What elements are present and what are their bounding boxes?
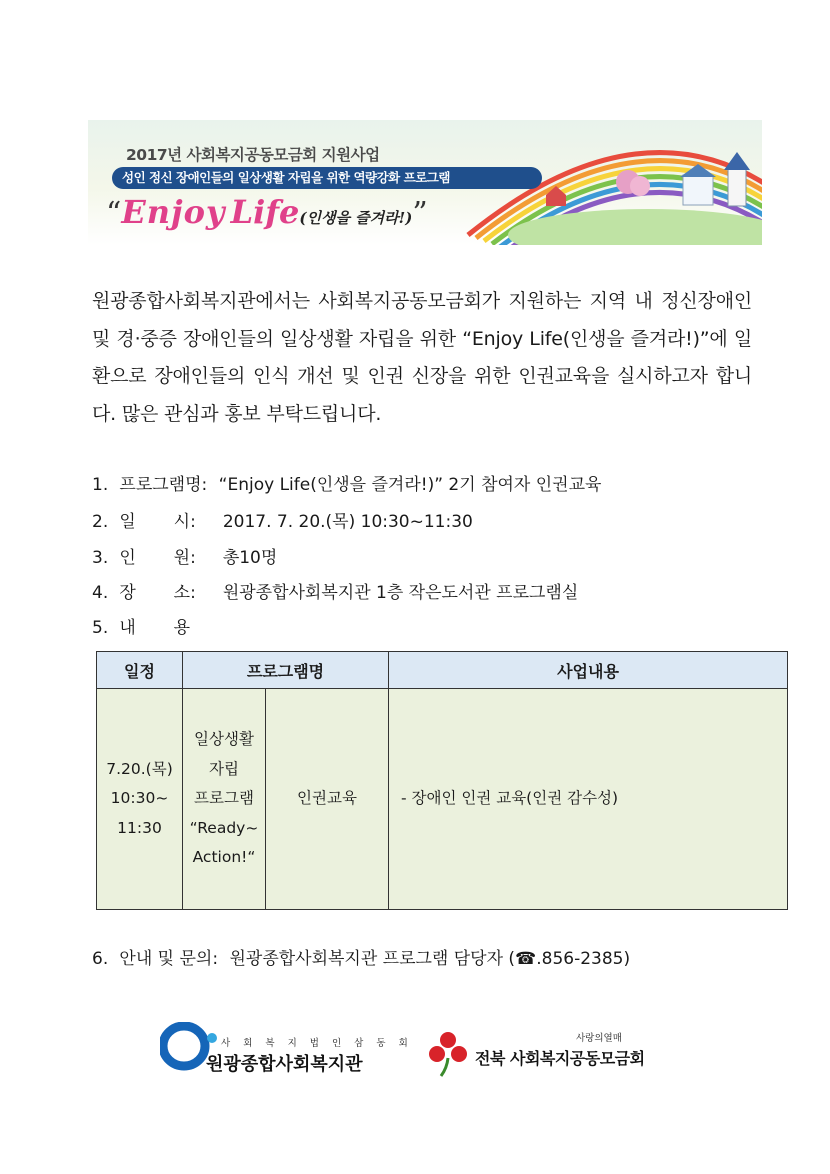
program-line: 일상생활 <box>194 730 254 749</box>
love-fruit-icon <box>425 1030 471 1080</box>
item-value: 원광종합사회복지관 프로그램 담당자 (☎.856-2385) <box>229 949 631 969</box>
item-contact <box>92 944 630 969</box>
item-label: 인 원: <box>119 548 196 568</box>
date-line: 10:30~ <box>110 789 169 808</box>
date-line: 11:30 <box>117 818 162 837</box>
cell-program <box>183 689 266 910</box>
item-value: 원광종합사회복지관 1층 작은도서관 프로그램실 <box>222 583 579 603</box>
org1-name: 원광종합사회복지관 <box>206 1054 363 1075</box>
program-line: 자립 <box>209 759 239 778</box>
community-chest-logo <box>425 1030 675 1080</box>
wonkwang-welfare-center-logo <box>160 1022 413 1075</box>
header-project-content: 사업내용 <box>389 652 788 689</box>
item-location <box>92 578 578 603</box>
date-line: 7.20.(목) <box>106 759 173 778</box>
program-line: 프로그램 <box>194 789 254 808</box>
banner-year-line: 2017년 사회복지공동모금회 지원사업 <box>126 146 380 164</box>
item-program-name <box>92 470 601 495</box>
item-label: 내 용 <box>119 618 191 638</box>
item-number: 1. <box>92 475 109 495</box>
item-datetime <box>92 507 473 532</box>
schedule-table <box>96 651 788 910</box>
item-value: “Enjoy Life(인생을 즐겨라!)” 2기 참여자 인권교육 <box>218 475 602 495</box>
enjoy-word: Enjoy <box>121 193 226 231</box>
item-participants <box>92 543 277 568</box>
item-label: 안내 및 문의: <box>119 949 219 969</box>
org1-small-text: 사 회 복 지 법 인 삼 동 회 <box>221 1038 413 1049</box>
program-line: “Ready~ <box>189 818 259 837</box>
banner-subtitle: 성인 정신 장애인들의 일상생활 자립을 위한 역량강화 프로그램 <box>112 167 542 189</box>
cell-content: - 장애인 인권 교육(인권 감수성) <box>389 689 788 910</box>
item-number: 6. <box>92 949 109 969</box>
enjoy-subtitle: (인생을 즐겨라!) <box>299 209 413 227</box>
program-line: Action!“ <box>192 848 256 867</box>
item-label: 일 시: <box>119 512 196 532</box>
item-number: 3. <box>92 548 109 568</box>
item-number: 5. <box>92 618 109 638</box>
table-row <box>97 689 788 910</box>
header-program-name: 프로그램명 <box>183 652 389 689</box>
close-quote: ” <box>412 196 428 231</box>
life-word: Life <box>230 193 300 231</box>
org2-slogan: 사랑의열매 <box>576 1033 622 1044</box>
program-banner <box>88 120 762 245</box>
open-quote: “ <box>106 196 122 231</box>
org2-name: 전북 사회복지공동모금회 <box>475 1049 645 1068</box>
table-header-row <box>97 652 788 689</box>
header-schedule: 일정 <box>97 652 183 689</box>
intro-paragraph: 원광종합사회복지관에서는 사회복지공동모금회가 지원하는 지역 내 정신장애인 및 경·중증 장애인들의 일상생활 자립을 위한 “Enjoy Life(인생을 즐겨라!)”에 일환으로 장애인들의 인식 개선 및 인권 신장을 위한 인권교육을 실시하고자 합니다. 많은 관심과 홍보 부탁드립니다. <box>92 290 752 425</box>
item-label: 프로그램명: <box>119 475 208 495</box>
item-label: 장 소: <box>119 583 196 603</box>
item-number: 2. <box>92 512 109 532</box>
item-value: 총10명 <box>222 548 278 568</box>
item-number: 4. <box>92 583 109 603</box>
cell-education: 인권교육 <box>266 689 389 910</box>
cell-date <box>97 689 183 910</box>
item-value: 2017. 7. 20.(목) 10:30~11:30 <box>222 512 473 532</box>
item-content <box>92 613 217 638</box>
banner-enjoy-life-title <box>106 193 428 231</box>
